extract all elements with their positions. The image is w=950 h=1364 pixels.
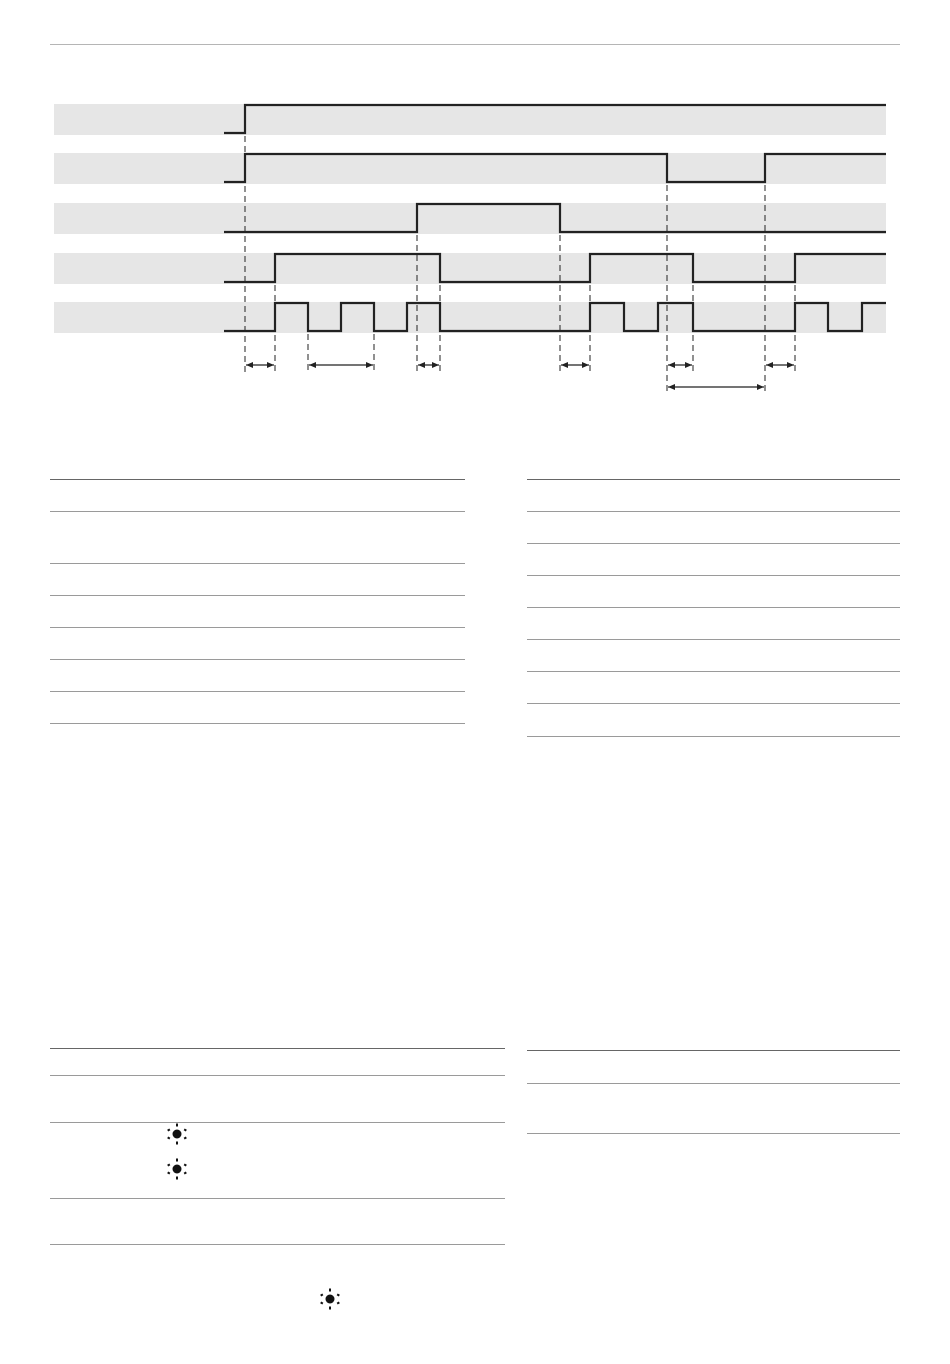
table-rule bbox=[50, 723, 465, 724]
timing-diagram bbox=[0, 0, 950, 420]
table-rule bbox=[50, 479, 465, 480]
lane-1 bbox=[54, 104, 886, 135]
table-rule bbox=[50, 563, 465, 564]
table-rule bbox=[50, 1198, 505, 1199]
table-rule bbox=[50, 1244, 505, 1245]
table-rule bbox=[50, 659, 465, 660]
table-rule bbox=[50, 627, 465, 628]
table-rule bbox=[527, 736, 900, 737]
lane-5 bbox=[54, 302, 886, 333]
table-rule bbox=[527, 607, 900, 608]
table-rule bbox=[527, 671, 900, 672]
table-rule bbox=[50, 1048, 505, 1049]
led-blink-icon bbox=[165, 1122, 189, 1146]
table-rule bbox=[50, 595, 465, 596]
led-blink-icon bbox=[318, 1287, 342, 1311]
lane-2 bbox=[54, 153, 886, 184]
led-blink-icon bbox=[165, 1157, 189, 1181]
table-rule bbox=[527, 575, 900, 576]
table-rule bbox=[527, 1133, 900, 1134]
table-rule bbox=[527, 479, 900, 480]
table-rule bbox=[50, 1122, 505, 1123]
lane-4 bbox=[54, 253, 886, 284]
table-rule bbox=[50, 511, 465, 512]
table-rule bbox=[50, 1075, 505, 1076]
lane-3 bbox=[54, 203, 886, 234]
table-rule bbox=[527, 639, 900, 640]
table-rule bbox=[527, 1083, 900, 1084]
table-rule bbox=[527, 543, 900, 544]
table-rule bbox=[527, 1050, 900, 1051]
table-rule bbox=[527, 511, 900, 512]
table-rule bbox=[527, 703, 900, 704]
table-rule bbox=[50, 691, 465, 692]
